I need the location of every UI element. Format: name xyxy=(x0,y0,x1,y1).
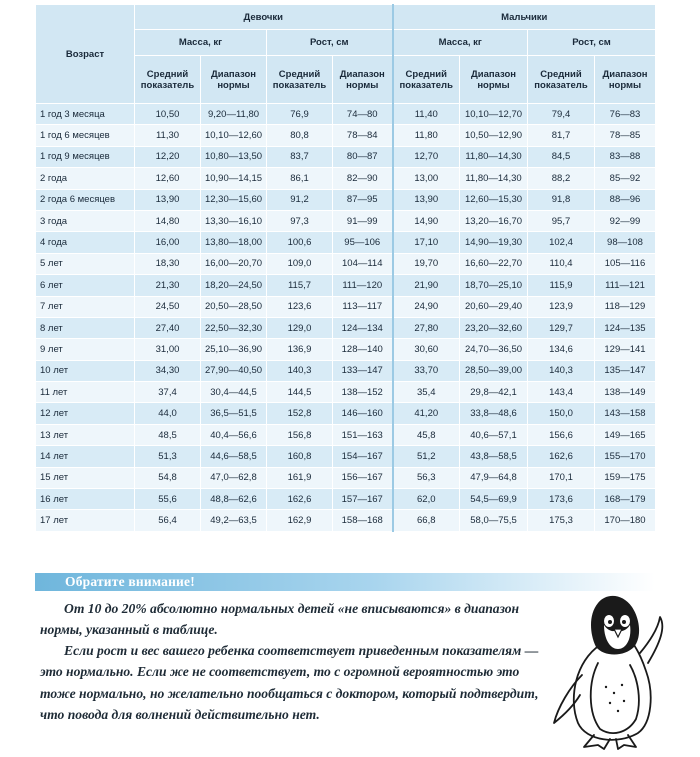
boys-mass-mean-cell: 21,90 xyxy=(393,275,460,296)
boys-height-range-cell: 135—147 xyxy=(595,360,656,381)
note-paragraph-1: От 10 до 20% абсолютно нормальных детей «не вписываются» в диапазон нормы, указанный в таблице. xyxy=(40,601,520,638)
age-cell: 16 лет xyxy=(36,489,135,510)
girls-mass-mean-cell: 16,00 xyxy=(135,232,201,253)
girls-mass-range-cell: 27,90—40,50 xyxy=(201,360,267,381)
girls-height-range-cell: 78—84 xyxy=(333,125,393,146)
age-cell: 8 лет xyxy=(36,317,135,338)
table-row xyxy=(36,189,656,210)
girls-mass-range-cell: 13,30—16,10 xyxy=(201,210,267,231)
age-cell: 4 года xyxy=(36,232,135,253)
boys-mass-mean-cell: 14,90 xyxy=(393,210,460,231)
girls-mass-mean-cell: 44,0 xyxy=(135,403,201,424)
age-cell: 10 лет xyxy=(36,360,135,381)
boys-height-range-cell: 88—96 xyxy=(595,189,656,210)
girls-mass-range-cell: 40,4—56,6 xyxy=(201,424,267,445)
boys-height-range-cell: 159—175 xyxy=(595,467,656,488)
boys-height-mean-cell: 156,6 xyxy=(528,424,595,445)
boys-height-header: Рост, см xyxy=(528,30,656,56)
boys-mass-range-cell: 10,50—12,90 xyxy=(460,125,528,146)
girls-height-mean-cell: 160,8 xyxy=(267,446,333,467)
boys-mass-mean-cell: 11,40 xyxy=(393,104,460,125)
table-row xyxy=(36,317,656,338)
girls-height-mean-cell: 161,9 xyxy=(267,467,333,488)
girls-mass-range-cell: 10,10—12,60 xyxy=(201,125,267,146)
boys-height-range-cell: 78—85 xyxy=(595,125,656,146)
girls-mass-mean-cell: 12,60 xyxy=(135,168,201,189)
boys-mass-range-cell: 10,10—12,70 xyxy=(460,104,528,125)
girls-mass-range-cell: 47,0—62,8 xyxy=(201,467,267,488)
boys-mass-mean-cell: 35,4 xyxy=(393,382,460,403)
boys-height-range-cell: 129—141 xyxy=(595,339,656,360)
boys-height-range-cell: 170—180 xyxy=(595,510,656,531)
age-cell: 15 лет xyxy=(36,467,135,488)
girls-mass-range-cell: 25,10—36,90 xyxy=(201,339,267,360)
age-cell: 12 лет xyxy=(36,403,135,424)
boys-height-mean-cell: 162,6 xyxy=(528,446,595,467)
boys-mass-range-cell: 43,8—58,5 xyxy=(460,446,528,467)
girls-height-mean-cell: 100,6 xyxy=(267,232,333,253)
girls-mass-mean-cell: 14,80 xyxy=(135,210,201,231)
boys-height-range-cell: 83—88 xyxy=(595,146,656,167)
girls-header: Девочки xyxy=(135,5,393,30)
girls-mass-mean-cell: 12,20 xyxy=(135,146,201,167)
boys-height-mean-cell: 140,3 xyxy=(528,360,595,381)
girls-height-mean-header: Средний показатель xyxy=(267,56,333,104)
girls-height-mean-cell: 97,3 xyxy=(267,210,333,231)
boys-mass-mean-cell: 11,80 xyxy=(393,125,460,146)
boys-mass-range-cell: 28,50—39,00 xyxy=(460,360,528,381)
girls-mass-range-cell: 9,20—11,80 xyxy=(201,104,267,125)
girls-height-mean-cell: 80,8 xyxy=(267,125,333,146)
table-row xyxy=(36,210,656,231)
boys-mass-mean-cell: 19,70 xyxy=(393,253,460,274)
age-cell: 1 год 6 месяцев xyxy=(36,125,135,146)
girls-height-range-cell: 158—168 xyxy=(333,510,393,531)
age-cell: 2 года xyxy=(36,168,135,189)
table-row xyxy=(36,296,656,317)
girls-mass-range-cell: 48,8—62,6 xyxy=(201,489,267,510)
table-row xyxy=(36,467,656,488)
boys-height-range-cell: 138—149 xyxy=(595,382,656,403)
girls-mass-mean-cell: 48,5 xyxy=(135,424,201,445)
girls-mass-mean-cell: 11,30 xyxy=(135,125,201,146)
girls-mass-range-cell: 16,00—20,70 xyxy=(201,253,267,274)
girls-height-range-cell: 124—134 xyxy=(333,317,393,338)
girls-mass-mean-cell: 37,4 xyxy=(135,382,201,403)
girls-mass-mean-cell: 10,50 xyxy=(135,104,201,125)
table-row xyxy=(36,510,656,531)
girls-mass-mean-cell: 18,30 xyxy=(135,253,201,274)
girls-height-range-cell: 95—106 xyxy=(333,232,393,253)
boys-height-mean-cell: 175,3 xyxy=(528,510,595,531)
boys-mass-range-cell: 20,60—29,40 xyxy=(460,296,528,317)
table-row xyxy=(36,403,656,424)
boys-mass-range-cell: 11,80—14,30 xyxy=(460,168,528,189)
boys-mass-mean-header: Средний показатель xyxy=(393,56,460,104)
boys-mass-range-cell: 24,70—36,50 xyxy=(460,339,528,360)
girls-height-mean-cell: 162,6 xyxy=(267,489,333,510)
girls-height-mean-cell: 144,5 xyxy=(267,382,333,403)
age-cell: 5 лет xyxy=(36,253,135,274)
girls-mass-mean-cell: 55,6 xyxy=(135,489,201,510)
girls-height-mean-cell: 115,7 xyxy=(267,275,333,296)
table-row xyxy=(36,339,656,360)
boys-mass-mean-cell: 33,70 xyxy=(393,360,460,381)
boys-height-mean-cell: 134,6 xyxy=(528,339,595,360)
girls-mass-mean-cell: 13,90 xyxy=(135,189,201,210)
boys-height-mean-cell: 110,4 xyxy=(528,253,595,274)
table-row xyxy=(36,125,656,146)
boys-mass-mean-cell: 17,10 xyxy=(393,232,460,253)
boys-height-range-header: Диапазон нормы xyxy=(595,56,656,104)
boys-mass-range-cell: 40,6—57,1 xyxy=(460,424,528,445)
girls-mass-range-cell: 30,4—44,5 xyxy=(201,382,267,403)
girls-mass-mean-cell: 56,4 xyxy=(135,510,201,531)
girls-height-range-cell: 146—160 xyxy=(333,403,393,424)
girls-mass-range-cell: 18,20—24,50 xyxy=(201,275,267,296)
boys-mass-range-header: Диапазон нормы xyxy=(460,56,528,104)
age-cell: 6 лет xyxy=(36,275,135,296)
boys-height-mean-cell: 173,6 xyxy=(528,489,595,510)
boys-mass-range-cell: 29,8—42,1 xyxy=(460,382,528,403)
boys-height-range-cell: 168—179 xyxy=(595,489,656,510)
boys-mass-range-cell: 54,5—69,9 xyxy=(460,489,528,510)
boys-mass-range-cell: 11,80—14,30 xyxy=(460,146,528,167)
girls-height-mean-cell: 109,0 xyxy=(267,253,333,274)
boys-mass-mean-cell: 66,8 xyxy=(393,510,460,531)
girls-mass-range-cell: 22,50—32,30 xyxy=(201,317,267,338)
girls-height-range-cell: 91—99 xyxy=(333,210,393,231)
boys-height-mean-cell: 91,8 xyxy=(528,189,595,210)
age-cell: 1 год 3 месяца xyxy=(36,104,135,125)
girls-height-range-cell: 111—120 xyxy=(333,275,393,296)
table-row xyxy=(36,232,656,253)
boys-mass-mean-cell: 62,0 xyxy=(393,489,460,510)
penguin-icon xyxy=(548,583,678,753)
age-cell: 11 лет xyxy=(36,382,135,403)
girls-height-range-cell: 154—167 xyxy=(333,446,393,467)
girls-mass-range-cell: 10,90—14,15 xyxy=(201,168,267,189)
boys-mass-range-cell: 13,20—16,70 xyxy=(460,210,528,231)
boys-mass-header: Масса, кг xyxy=(393,30,528,56)
girls-height-mean-cell: 152,8 xyxy=(267,403,333,424)
girls-height-range-cell: 156—167 xyxy=(333,467,393,488)
age-header: Возраст xyxy=(36,5,135,104)
girls-mass-range-cell: 49,2—63,5 xyxy=(201,510,267,531)
girls-height-mean-cell: 156,8 xyxy=(267,424,333,445)
girls-mass-range-header: Диапазон нормы xyxy=(201,56,267,104)
table-row xyxy=(36,360,656,381)
girls-height-range-cell: 157—167 xyxy=(333,489,393,510)
girls-mass-mean-cell: 27,40 xyxy=(135,317,201,338)
age-cell: 14 лет xyxy=(36,446,135,467)
boys-mass-mean-cell: 51,2 xyxy=(393,446,460,467)
girls-height-range-cell: 74—80 xyxy=(333,104,393,125)
table-row xyxy=(36,275,656,296)
boys-height-mean-cell: 84,5 xyxy=(528,146,595,167)
growth-weight-table xyxy=(35,4,656,532)
boys-mass-mean-cell: 30,60 xyxy=(393,339,460,360)
boys-height-mean-cell: 81,7 xyxy=(528,125,595,146)
girls-height-mean-cell: 136,9 xyxy=(267,339,333,360)
age-cell: 13 лет xyxy=(36,424,135,445)
boys-height-mean-cell: 115,9 xyxy=(528,275,595,296)
boys-mass-range-cell: 16,60—22,70 xyxy=(460,253,528,274)
boys-mass-range-cell: 33,8—48,6 xyxy=(460,403,528,424)
boys-mass-mean-cell: 27,80 xyxy=(393,317,460,338)
girls-mass-mean-header: Средний показатель xyxy=(135,56,201,104)
growth-weight-table-container xyxy=(35,4,655,532)
girls-mass-header: Масса, кг xyxy=(135,30,267,56)
table-row xyxy=(36,446,656,467)
boys-height-range-cell: 76—83 xyxy=(595,104,656,125)
girls-height-header: Рост, см xyxy=(267,30,393,56)
boys-height-mean-cell: 150,0 xyxy=(528,403,595,424)
boys-header: Мальчики xyxy=(393,5,656,30)
boys-height-range-cell: 149—165 xyxy=(595,424,656,445)
boys-height-mean-cell: 102,4 xyxy=(528,232,595,253)
boys-mass-mean-cell: 45,8 xyxy=(393,424,460,445)
boys-mass-range-cell: 23,20—32,60 xyxy=(460,317,528,338)
girls-height-mean-cell: 129,0 xyxy=(267,317,333,338)
boys-mass-mean-cell: 13,00 xyxy=(393,168,460,189)
girls-mass-range-cell: 36,5—51,5 xyxy=(201,403,267,424)
boys-height-range-cell: 143—158 xyxy=(595,403,656,424)
age-cell: 7 лет xyxy=(36,296,135,317)
boys-height-mean-header: Средний показатель xyxy=(528,56,595,104)
girls-mass-mean-cell: 34,30 xyxy=(135,360,201,381)
age-cell: 2 года 6 месяцев xyxy=(36,189,135,210)
table-row xyxy=(36,104,656,125)
girls-height-mean-cell: 140,3 xyxy=(267,360,333,381)
girls-mass-mean-cell: 51,3 xyxy=(135,446,201,467)
boys-height-range-cell: 92—99 xyxy=(595,210,656,231)
girls-height-mean-cell: 86,1 xyxy=(267,168,333,189)
age-cell: 1 год 9 месяцев xyxy=(36,146,135,167)
age-cell: 17 лет xyxy=(36,510,135,531)
boys-mass-mean-cell: 12,70 xyxy=(393,146,460,167)
girls-mass-mean-cell: 31,00 xyxy=(135,339,201,360)
table-row xyxy=(36,424,656,445)
girls-height-range-cell: 82—90 xyxy=(333,168,393,189)
girls-height-range-cell: 151—163 xyxy=(333,424,393,445)
boys-height-mean-cell: 129,7 xyxy=(528,317,595,338)
girls-height-range-cell: 113—117 xyxy=(333,296,393,317)
age-cell: 3 года xyxy=(36,210,135,231)
boys-mass-range-cell: 18,70—25,10 xyxy=(460,275,528,296)
note-paragraph-2: Если рост и вес вашего ребенка соответствует приведенным показателям — это нормально. Если же не соответствует, то с огромной вероятностью это тоже нормально, но желательно пообщаться с доктором, который подтвердит, что повода для волнений действительно нет. xyxy=(40,643,539,723)
boys-height-range-cell: 105—116 xyxy=(595,253,656,274)
boys-height-range-cell: 85—92 xyxy=(595,168,656,189)
table-row xyxy=(36,168,656,189)
table-row xyxy=(36,146,656,167)
note-title: Обратите внимание! xyxy=(65,574,195,589)
boys-height-mean-cell: 170,1 xyxy=(528,467,595,488)
girls-height-range-cell: 128—140 xyxy=(333,339,393,360)
table-body xyxy=(36,104,656,532)
age-cell: 9 лет xyxy=(36,339,135,360)
girls-mass-range-cell: 12,30—15,60 xyxy=(201,189,267,210)
boys-mass-range-cell: 58,0—75,5 xyxy=(460,510,528,531)
boys-height-range-cell: 118—129 xyxy=(595,296,656,317)
boys-height-mean-cell: 95,7 xyxy=(528,210,595,231)
boys-height-range-cell: 124—135 xyxy=(595,317,656,338)
boys-mass-mean-cell: 24,90 xyxy=(393,296,460,317)
girls-height-mean-cell: 91,2 xyxy=(267,189,333,210)
girls-mass-range-cell: 10,80—13,50 xyxy=(201,146,267,167)
boys-mass-mean-cell: 13,90 xyxy=(393,189,460,210)
girls-mass-range-cell: 20,50—28,50 xyxy=(201,296,267,317)
boys-mass-mean-cell: 56,3 xyxy=(393,467,460,488)
girls-height-range-cell: 80—87 xyxy=(333,146,393,167)
girls-mass-mean-cell: 21,30 xyxy=(135,275,201,296)
girls-height-mean-cell: 162,9 xyxy=(267,510,333,531)
header-row-groups xyxy=(36,5,656,30)
girls-mass-range-cell: 13,80—18,00 xyxy=(201,232,267,253)
table-row xyxy=(36,382,656,403)
boys-height-range-cell: 155—170 xyxy=(595,446,656,467)
boys-height-mean-cell: 143,4 xyxy=(528,382,595,403)
table-row xyxy=(36,253,656,274)
boys-height-range-cell: 111—121 xyxy=(595,275,656,296)
girls-height-range-cell: 133—147 xyxy=(333,360,393,381)
table-row xyxy=(36,489,656,510)
boys-height-mean-cell: 79,4 xyxy=(528,104,595,125)
boys-mass-range-cell: 47,9—64,8 xyxy=(460,467,528,488)
girls-height-range-cell: 138—152 xyxy=(333,382,393,403)
girls-mass-mean-cell: 24,50 xyxy=(135,296,201,317)
girls-height-range-header: Диапазон нормы xyxy=(333,56,393,104)
girls-mass-mean-cell: 54,8 xyxy=(135,467,201,488)
girls-height-mean-cell: 76,9 xyxy=(267,104,333,125)
boys-height-mean-cell: 88,2 xyxy=(528,168,595,189)
boys-height-range-cell: 98—108 xyxy=(595,232,656,253)
girls-height-mean-cell: 83,7 xyxy=(267,146,333,167)
boys-mass-mean-cell: 41,20 xyxy=(393,403,460,424)
boys-mass-range-cell: 12,60—15,30 xyxy=(460,189,528,210)
girls-mass-range-cell: 44,6—58,5 xyxy=(201,446,267,467)
girls-height-mean-cell: 123,6 xyxy=(267,296,333,317)
girls-height-range-cell: 104—114 xyxy=(333,253,393,274)
boys-height-mean-cell: 123,9 xyxy=(528,296,595,317)
boys-mass-range-cell: 14,90—19,30 xyxy=(460,232,528,253)
girls-height-range-cell: 87—95 xyxy=(333,189,393,210)
